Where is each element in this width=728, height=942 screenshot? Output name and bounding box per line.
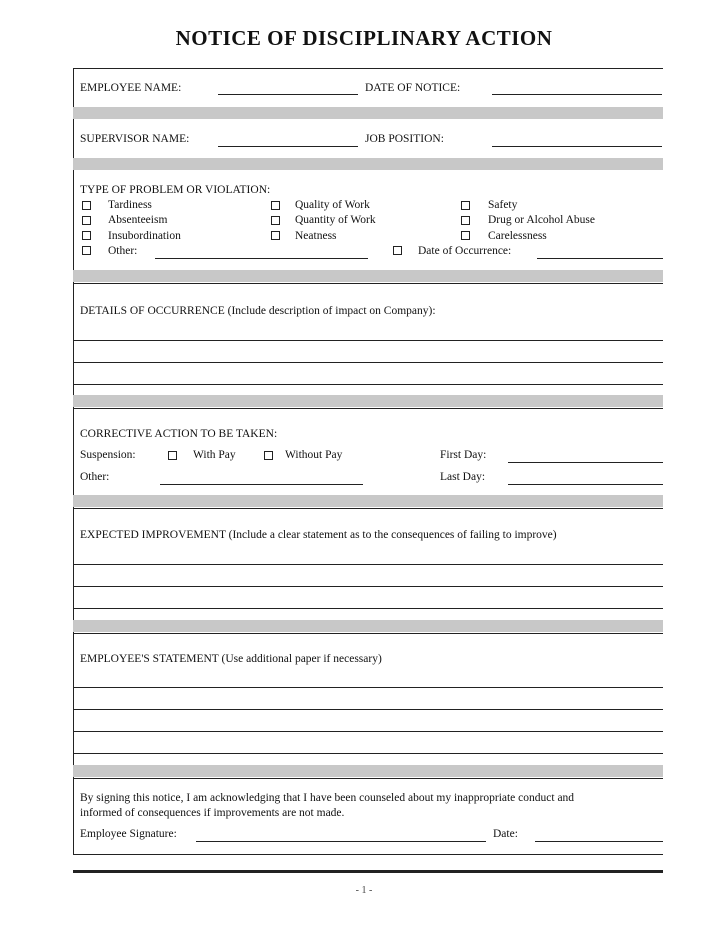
option-label: Absenteeism [108, 214, 168, 226]
checkbox-carelessness[interactable] [461, 231, 470, 240]
acknowledge-line-1: By signing this notice, I am acknowledging that I have been counseled about my inappropriate conduct and [80, 792, 575, 804]
violation-heading: TYPE OF PROBLEM OR VIOLATION: [80, 184, 271, 196]
other-field[interactable] [155, 258, 368, 259]
last-day-label: Last Day: [440, 471, 486, 483]
date-of-notice-label: DATE OF NOTICE: [365, 82, 461, 94]
option-label: Quantity of Work [295, 214, 376, 226]
details-line[interactable] [73, 362, 663, 363]
acknowledge-line-2: informed of consequences if improvements are not made. [80, 807, 345, 819]
section-separator [73, 395, 663, 407]
other-label: Other: [108, 245, 138, 257]
employee-name-field[interactable] [218, 94, 358, 95]
checkbox-tardiness[interactable] [82, 201, 91, 210]
improvement-line[interactable] [73, 586, 663, 587]
checkbox-without-pay[interactable] [264, 451, 273, 460]
signature-label: Employee Signature: [80, 828, 177, 840]
date-of-notice-field[interactable] [492, 94, 662, 95]
improvement-line[interactable] [73, 564, 663, 565]
option-label: Insubordination [108, 230, 181, 242]
statement-line[interactable] [73, 731, 663, 732]
section-separator [73, 270, 663, 282]
checkbox-other[interactable] [82, 246, 91, 255]
corrective-other-field[interactable] [160, 484, 363, 485]
corrective-other-label: Other: [80, 471, 110, 483]
statement-line[interactable] [73, 687, 663, 688]
option-label: Safety [488, 199, 518, 211]
page-title: NOTICE OF DISCIPLINARY ACTION [175, 26, 553, 50]
with-pay-label: With Pay [193, 449, 236, 461]
top-border [73, 68, 663, 69]
option-label: Carelessness [488, 230, 547, 242]
first-day-label: First Day: [440, 449, 487, 461]
improvement-line[interactable] [73, 608, 663, 609]
checkbox-absenteeism[interactable] [82, 216, 91, 225]
signature-date-field[interactable] [535, 841, 663, 842]
option-label: Quality of Work [295, 199, 370, 211]
signature-field[interactable] [196, 841, 486, 842]
separator-line [73, 408, 663, 409]
job-position-field[interactable] [492, 146, 662, 147]
section-separator [73, 158, 663, 170]
checkbox-date-of-occurrence[interactable] [393, 246, 402, 255]
date-of-occurrence-field[interactable] [537, 258, 663, 259]
job-position-label: JOB POSITION: [365, 133, 444, 145]
checkbox-with-pay[interactable] [168, 451, 177, 460]
details-line[interactable] [73, 384, 663, 385]
separator-line [73, 778, 663, 779]
option-label: Tardiness [108, 199, 152, 211]
separator-line [73, 508, 663, 509]
bottom-border [73, 854, 663, 855]
section-separator [73, 765, 663, 777]
section-separator [73, 107, 663, 119]
first-day-field[interactable] [508, 462, 663, 463]
section-separator [73, 495, 663, 507]
supervisor-name-label: SUPERVISOR NAME: [80, 133, 190, 145]
signature-date-label: Date: [493, 828, 518, 840]
date-of-occurrence-label: Date of Occurrence: [418, 245, 512, 257]
corrective-heading: CORRECTIVE ACTION TO BE TAKEN: [80, 428, 278, 440]
separator-line [73, 633, 663, 634]
supervisor-name-field[interactable] [218, 146, 358, 147]
option-label: Drug or Alcohol Abuse [488, 214, 596, 226]
checkbox-drug-alcohol-abuse[interactable] [461, 216, 470, 225]
section-separator [73, 620, 663, 632]
employee-name-label: EMPLOYEE NAME: [80, 82, 182, 94]
last-day-field[interactable] [508, 484, 663, 485]
page-number: - 1 - [355, 885, 373, 896]
suspension-label: Suspension: [80, 449, 136, 461]
details-heading: DETAILS OF OCCURRENCE (Include description of impact on Company): [80, 305, 436, 317]
checkbox-quality-of-work[interactable] [271, 201, 280, 210]
checkbox-quantity-of-work[interactable] [271, 216, 280, 225]
footer-rule [73, 870, 663, 873]
checkbox-safety[interactable] [461, 201, 470, 210]
improvement-heading: EXPECTED IMPROVEMENT (Include a clear statement as to the consequences of failing to improve) [80, 529, 557, 541]
checkbox-neatness[interactable] [271, 231, 280, 240]
separator-line [73, 283, 663, 284]
without-pay-label: Without Pay [285, 449, 343, 461]
option-label: Neatness [295, 230, 337, 242]
statement-line[interactable] [73, 709, 663, 710]
checkbox-insubordination[interactable] [82, 231, 91, 240]
details-line[interactable] [73, 340, 663, 341]
statement-line[interactable] [73, 753, 663, 754]
statement-heading: EMPLOYEE'S STATEMENT (Use additional paper if necessary) [80, 653, 382, 665]
